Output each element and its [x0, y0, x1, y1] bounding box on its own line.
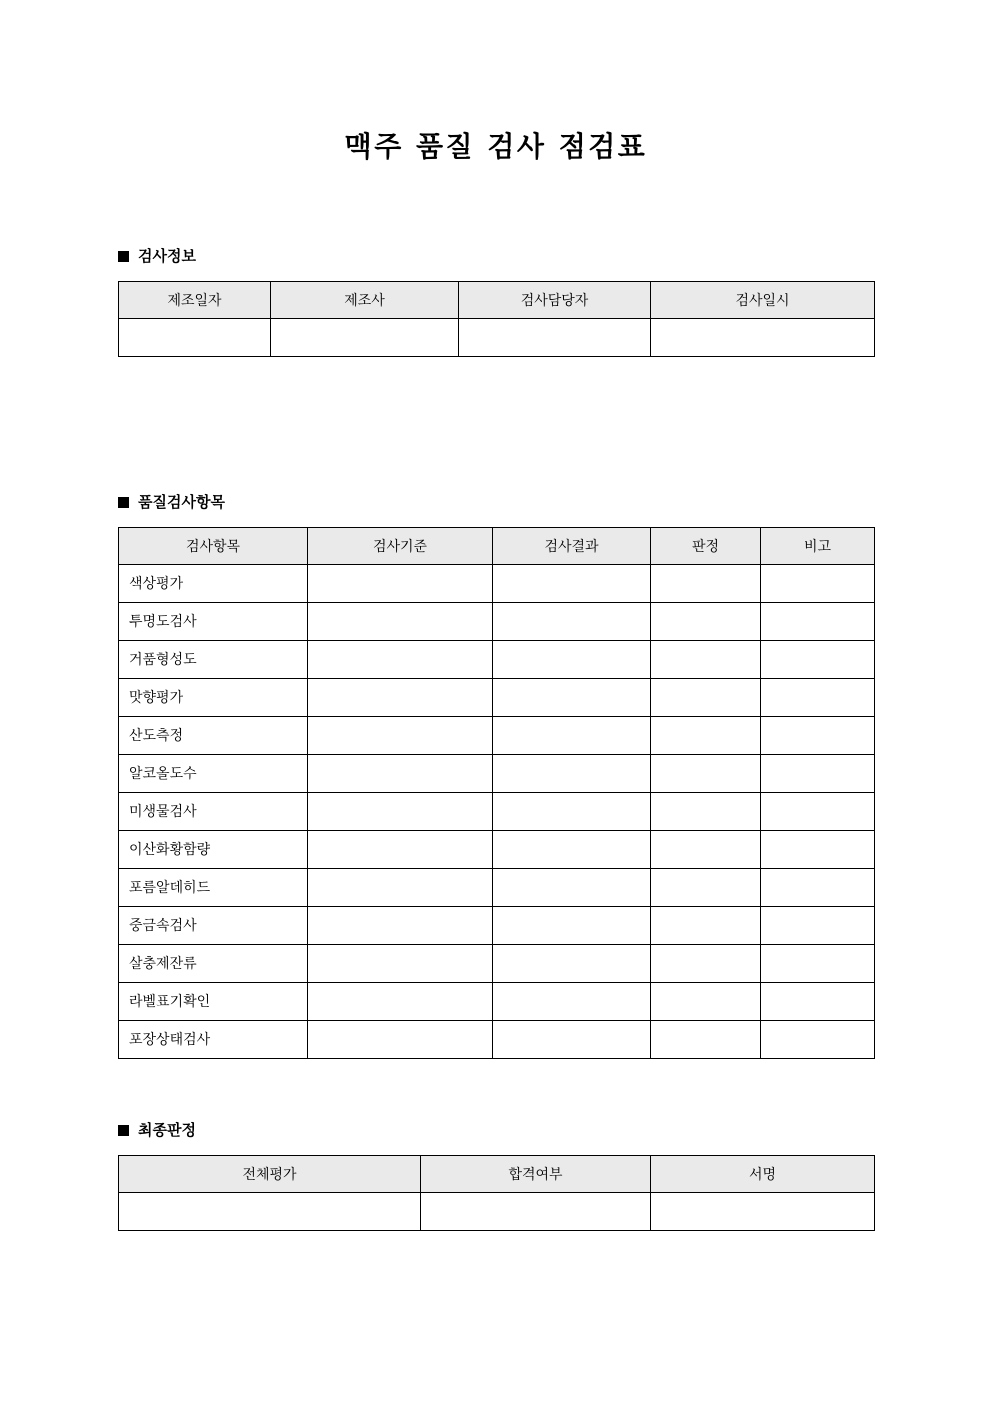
input-cell-result[interactable]	[493, 982, 651, 1020]
input-cell-judgment[interactable]	[651, 830, 761, 868]
table-row	[119, 1020, 875, 1058]
input-cell-judgment[interactable]	[651, 716, 761, 754]
column-header: 검사담당자	[459, 281, 651, 318]
input-cell-judgment[interactable]	[651, 868, 761, 906]
table-row	[119, 318, 875, 356]
column-header: 검사기준	[308, 527, 493, 564]
input-cell-judgment[interactable]	[651, 678, 761, 716]
input-cell-result[interactable]	[493, 1020, 651, 1058]
column-header: 합격여부	[421, 1155, 651, 1192]
row-label: 알코올도수	[119, 754, 308, 792]
input-cell-result[interactable]	[493, 602, 651, 640]
input-cell-remark[interactable]	[761, 868, 875, 906]
input-cell-result[interactable]	[493, 564, 651, 602]
square-bullet-icon	[118, 497, 129, 508]
table-row	[119, 564, 875, 602]
input-cell-criteria[interactable]	[308, 1020, 493, 1058]
row-label: 미생물검사	[119, 792, 308, 830]
row-label: 이산화황함량	[119, 830, 308, 868]
square-bullet-icon	[118, 1125, 129, 1136]
input-cell-manufacturer[interactable]	[271, 318, 459, 356]
input-cell-result[interactable]	[493, 716, 651, 754]
table-header-row	[119, 281, 875, 318]
input-cell-criteria[interactable]	[308, 944, 493, 982]
table-row	[119, 982, 875, 1020]
section-quality-items	[118, 492, 874, 1059]
column-header: 검사항목	[119, 527, 308, 564]
square-bullet-icon	[118, 251, 129, 262]
column-header: 검사일시	[651, 281, 875, 318]
input-cell-judgment[interactable]	[651, 1020, 761, 1058]
input-cell-judgment[interactable]	[651, 792, 761, 830]
row-label: 라벨표기확인	[119, 982, 308, 1020]
input-cell-result[interactable]	[493, 640, 651, 678]
column-header: 검사결과	[493, 527, 651, 564]
input-cell-criteria[interactable]	[308, 868, 493, 906]
input-cell-judgment[interactable]	[651, 754, 761, 792]
table-row	[119, 944, 875, 982]
input-cell-overall-evaluation[interactable]	[119, 1192, 421, 1230]
column-header: 제조일자	[119, 281, 271, 318]
input-cell-judgment[interactable]	[651, 602, 761, 640]
input-cell-inspection-datetime[interactable]	[651, 318, 875, 356]
input-cell-remark[interactable]	[761, 754, 875, 792]
section-final-judgment	[118, 1120, 874, 1231]
input-cell-result[interactable]	[493, 830, 651, 868]
input-cell-inspector[interactable]	[459, 318, 651, 356]
column-header: 서명	[651, 1155, 875, 1192]
final-judgment-table	[118, 1155, 875, 1231]
input-cell-result[interactable]	[493, 868, 651, 906]
table-row	[119, 830, 875, 868]
input-cell-judgment[interactable]	[651, 944, 761, 982]
input-cell-remark[interactable]	[761, 792, 875, 830]
row-label: 맛향평가	[119, 678, 308, 716]
column-header: 제조사	[271, 281, 459, 318]
table-row	[119, 754, 875, 792]
input-cell-criteria[interactable]	[308, 678, 493, 716]
section-heading-label: 최종판정	[138, 1120, 196, 1139]
input-cell-remark[interactable]	[761, 602, 875, 640]
table-row	[119, 640, 875, 678]
input-cell-remark[interactable]	[761, 640, 875, 678]
input-cell-judgment[interactable]	[651, 906, 761, 944]
row-label: 산도측정	[119, 716, 308, 754]
input-cell-criteria[interactable]	[308, 716, 493, 754]
input-cell-result[interactable]	[493, 754, 651, 792]
section-heading-final-judgment	[118, 1120, 874, 1139]
table-row	[119, 792, 875, 830]
input-cell-criteria[interactable]	[308, 982, 493, 1020]
table-row	[119, 906, 875, 944]
table-row	[119, 678, 875, 716]
section-heading-label: 품질검사항목	[138, 492, 225, 511]
table-row	[119, 1192, 875, 1230]
section-heading-quality-items	[118, 492, 874, 511]
input-cell-result[interactable]	[493, 792, 651, 830]
table-row	[119, 716, 875, 754]
row-label: 거품형성도	[119, 640, 308, 678]
input-cell-pass-fail[interactable]	[421, 1192, 651, 1230]
input-cell-remark[interactable]	[761, 944, 875, 982]
table-header-row	[119, 527, 875, 564]
row-label: 색상평가	[119, 564, 308, 602]
input-cell-remark[interactable]	[761, 678, 875, 716]
input-cell-remark[interactable]	[761, 1020, 875, 1058]
input-cell-criteria[interactable]	[308, 754, 493, 792]
column-header: 비고	[761, 527, 875, 564]
input-cell-signature[interactable]	[651, 1192, 875, 1230]
input-cell-remark[interactable]	[761, 906, 875, 944]
input-cell-criteria[interactable]	[308, 602, 493, 640]
input-cell-remark[interactable]	[761, 982, 875, 1020]
input-cell-criteria[interactable]	[308, 640, 493, 678]
input-cell-remark[interactable]	[761, 564, 875, 602]
input-cell-judgment[interactable]	[651, 564, 761, 602]
column-header: 전체평가	[119, 1155, 421, 1192]
input-cell-criteria[interactable]	[308, 564, 493, 602]
table-row	[119, 868, 875, 906]
input-cell-judgment[interactable]	[651, 640, 761, 678]
input-cell-judgment[interactable]	[651, 982, 761, 1020]
row-label: 살충제잔류	[119, 944, 308, 982]
page-title: 맥주 품질 검사 점검표	[344, 130, 648, 163]
section-inspection-info	[118, 246, 874, 357]
input-cell-manufacture-date[interactable]	[119, 318, 271, 356]
input-cell-remark[interactable]	[761, 716, 875, 754]
section-heading-label: 검사정보	[138, 246, 196, 265]
input-cell-remark[interactable]	[761, 830, 875, 868]
table-row	[119, 602, 875, 640]
row-label: 포름알데히드	[119, 868, 308, 906]
table-header-row	[119, 1155, 875, 1192]
input-cell-criteria[interactable]	[308, 906, 493, 944]
input-cell-criteria[interactable]	[308, 830, 493, 868]
input-cell-result[interactable]	[493, 678, 651, 716]
row-label: 포장상태검사	[119, 1020, 308, 1058]
row-label: 투명도검사	[119, 602, 308, 640]
quality-items-table	[118, 527, 875, 1059]
input-cell-criteria[interactable]	[308, 792, 493, 830]
column-header: 판정	[651, 527, 761, 564]
section-heading-inspection-info	[118, 246, 874, 265]
input-cell-result[interactable]	[493, 906, 651, 944]
row-label: 중금속검사	[119, 906, 308, 944]
inspection-info-table	[118, 281, 875, 357]
input-cell-result[interactable]	[493, 944, 651, 982]
